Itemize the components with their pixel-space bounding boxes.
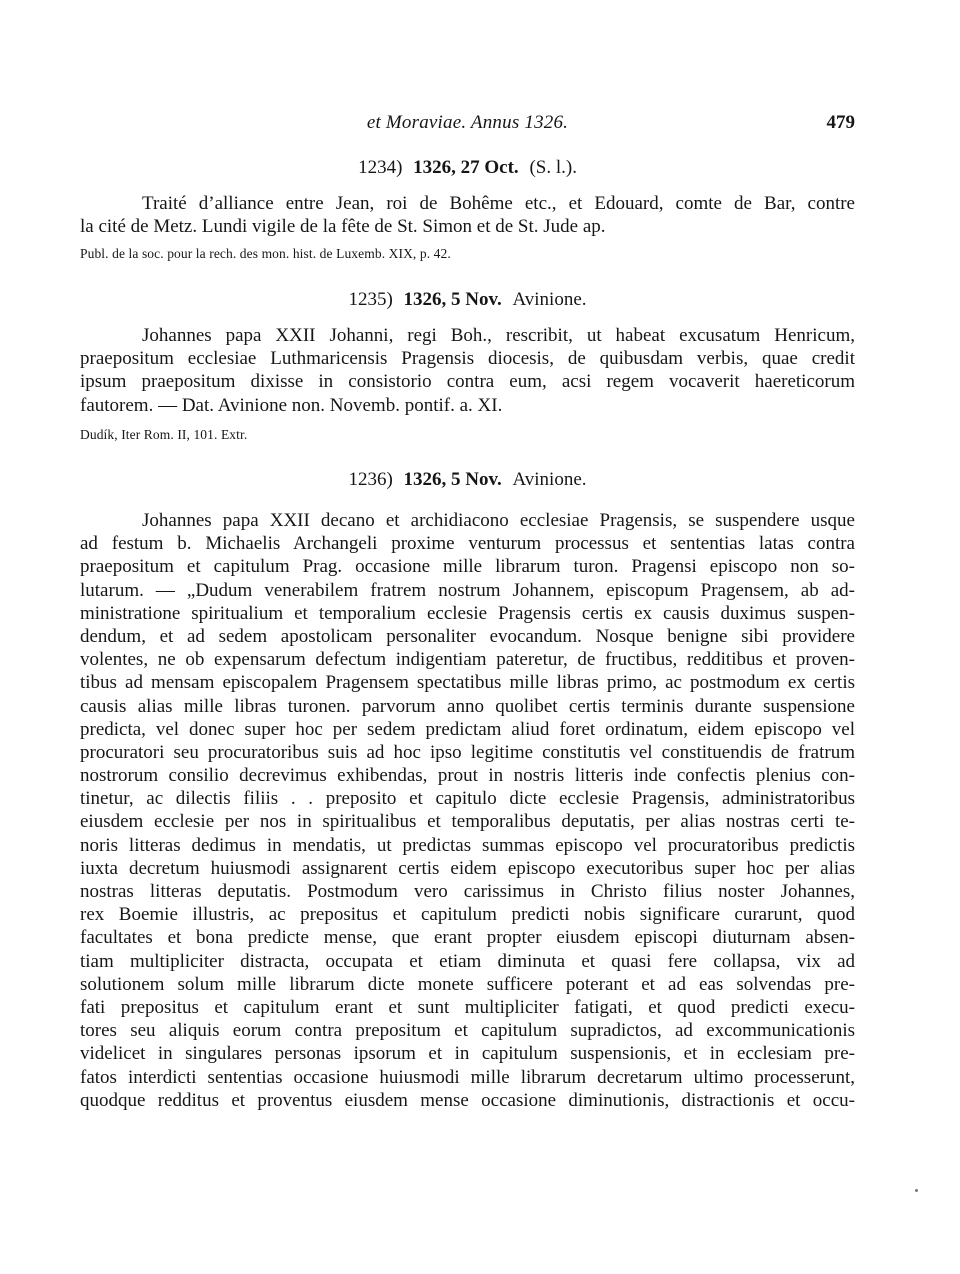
page-number: 479	[826, 112, 855, 133]
text-line: Johannes papa XXII Johanni, regi Boh., rescribit, ut habeat excusatum Henricum,	[142, 325, 855, 346]
document-heading-1234	[80, 155, 855, 181]
document-body-1234	[80, 192, 855, 238]
text-line: la cité de Metz. Lundi vigile de la fête de St. Simon et de St. Jude ap.	[80, 216, 606, 238]
text-line: Traité d’alliance entre Jean, roi de Bohême etc., et Edouard, comte de Bar, contre	[142, 193, 855, 214]
text-line: fatos interdicti sententias occasione huiusmodi mille librarum decretarum ultimo processerunt,	[80, 1066, 855, 1088]
text-line: fati prepositus et capitulum erant et sunt multipliciter fatigati, et quod predicti execu-	[80, 996, 855, 1018]
text-line: ipsum praepositum dixisse in consistorio contra eum, acsi regem vocaverit haereticorum	[80, 371, 855, 393]
text-line: tibus ad mensam episcopalem Pragensem spectatibus mille libras primo, ac postmodum ex certis	[80, 672, 855, 694]
text-line: ad festum b. Michaelis Archangeli proxime venturum processus et sententias latas contra	[80, 533, 855, 555]
scan-speck	[915, 1189, 918, 1192]
document-date: 1326, 5 Nov.	[403, 469, 502, 490]
document-number: 1236)	[348, 469, 393, 490]
text-line: predicta, vel donec super hoc per sedem predictam aliud foret ordinatum, eidem episcopo vel	[80, 718, 855, 740]
text-line: volentes, ne ob expensarum defectum indigentiam pateretur, de fructibus, redditibus et proven-	[80, 649, 855, 671]
document-heading-1236	[80, 467, 855, 493]
document-body-1236	[80, 509, 855, 1112]
source-citation: Dudík, Iter Rom. II, 101. Extr.	[80, 427, 248, 442]
document-date: 1326, 5 Nov.	[403, 289, 502, 310]
document-place: (S. l.).	[529, 157, 577, 178]
document-body-1235	[80, 324, 855, 417]
text-line: facultates et bona predicte mense, que erant propter eiusdem episcopi diuturnam absen-	[80, 927, 855, 949]
document-number: 1235)	[348, 289, 393, 310]
text-line: tores seu aliquis eorum contra prepositum et capitulum supradictos, ad excommunicationis	[80, 1020, 855, 1042]
text-line: praepositum ecclesiae Luthmaricensis Pragensis diocesis, de quibusdam verbis, quae credit	[80, 348, 855, 370]
text-line: solutionem solum mille librarum dicte monete sufficere poterant et ad eas solvendas pre-	[80, 973, 855, 995]
running-head	[80, 112, 855, 142]
text-line: procuratori seu procuratoribus suis ad hoc ipso legitime constitutis vel constituendis de fratrum	[80, 741, 855, 763]
text-line: tiam multipliciter distracta, occupata et etiam diminuta et quasi fere collapsa, vix ad	[80, 950, 855, 972]
text-line: noris litteras dedimus in mendatis, ut predictas summas episcopo vel procuratoribus predictis	[80, 834, 855, 856]
text-line: videlicet in singulares personas ipsorum et in capitulum suspensionis, et in ecclesiam pre-	[80, 1043, 855, 1065]
text-line: causis alias mille libras turonen. parvorum anno quolibet certis terminis durante suspensione	[80, 695, 855, 717]
text-line: lutarum. — „Dudum venerabilem fratrem nostrum Johannem, episcopum Pragensem, ab ad-	[80, 579, 855, 601]
document-place: Avinione.	[512, 289, 587, 310]
text-line: ministratione spiritualium et temporalium ecclesie Pragensis certis ex causis duximus suspen-	[80, 602, 855, 624]
text-line: eiusdem ecclesie per nos in spiritualibus et temporalibus deputatis, per alias nostras certi te-	[80, 811, 855, 833]
document-date: 1326, 27 Oct.	[413, 157, 519, 178]
text-line: quodque redditus et proventus eiusdem mense occasione diminutionis, distractionis et occu-	[80, 1089, 855, 1111]
document-heading-1235	[80, 287, 855, 313]
text-line: nostrorum consilio decrevimus exhibendas, prout in nostris litteris inde confectis plenius con-	[80, 765, 855, 787]
text-line: Johannes papa XXII decano et archidiacono ecclesiae Pragensis, se suspendere usque	[142, 510, 855, 531]
source-citation: Publ. de la soc. pour la rech. des mon. hist. de Luxemb. XIX, p. 42.	[80, 246, 451, 261]
document-number: 1234)	[358, 157, 403, 178]
document-place: Avinione.	[512, 469, 587, 490]
text-line: rex Boemie illustris, ac prepositus et capitulum predicti nobis significare curarunt, quod	[80, 904, 855, 926]
text-line: fautorem. — Dat. Avinione non. Novemb. pontif. a. XI.	[80, 394, 503, 416]
text-line: praepositum et capitulum Prag. occasione mille librarum turon. Pragensi episcopo non so-	[80, 556, 855, 578]
running-title: et Moraviae. Annus 1326.	[366, 112, 569, 133]
text-line: nostras litteras deputatis. Postmodum vero carissimus in Christo filius noster Johannes,	[80, 881, 855, 902]
text-line: iuxta decretum huiusmodi assignarent certis eidem episcopo executoribus super hoc per alias	[80, 857, 855, 879]
text-line: dendum, et ad sedem apostolicam personaliter evocandum. Nosque benigne sibi providere	[80, 625, 855, 647]
text-line: tinetur, ac dilectis filiis . . preposito et capitulo dicte ecclesie Pragensis, administratoribus	[80, 788, 855, 810]
